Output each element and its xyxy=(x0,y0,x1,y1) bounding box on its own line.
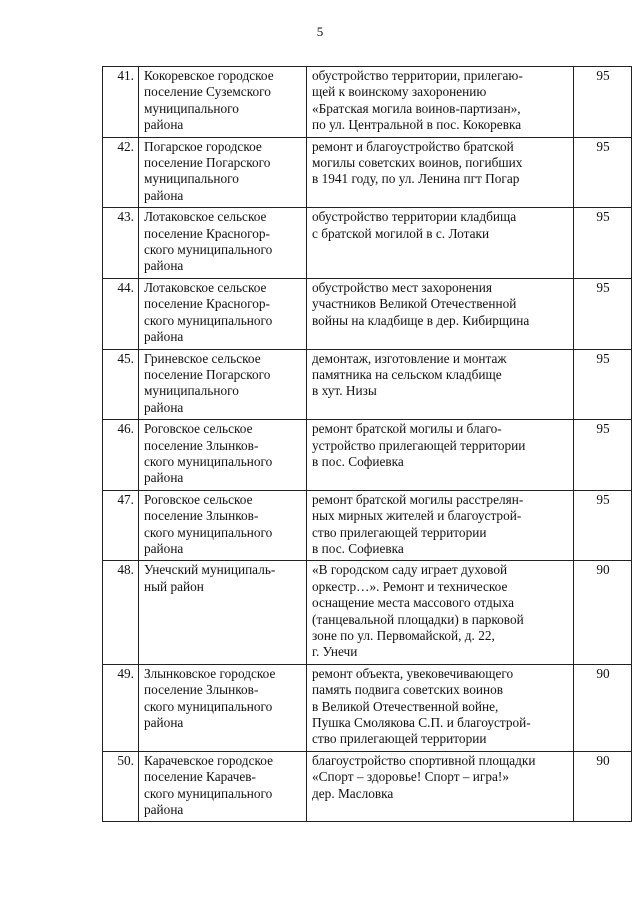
municipality-name-line: Лотаковское сельское xyxy=(144,209,267,225)
project-description-line: «Спорт – здоровье! Спорт – игра!» xyxy=(312,769,509,785)
score-value: 95 xyxy=(574,208,632,279)
municipality-name-line: поселение Красногор- xyxy=(144,296,270,312)
municipality-name-line: района xyxy=(144,470,184,486)
project-description-line: (танцевальной площадки) в парковой xyxy=(312,611,524,627)
project-description-line: г. Унечи xyxy=(312,644,358,660)
project-description-line: в пос. Софиевка xyxy=(312,453,404,469)
municipality-name-line: поселение Погарского xyxy=(144,155,271,171)
project-description-line: ремонт и благоустройство братской xyxy=(312,138,514,154)
table-row xyxy=(103,420,632,491)
page-number: 5 xyxy=(316,24,324,39)
project-description-line: по ул. Центральной в пос. Кокоревка xyxy=(312,117,522,133)
municipality-name-line: муниципального xyxy=(144,171,239,187)
row-number: 44. xyxy=(103,278,139,349)
row-number: 45. xyxy=(103,349,139,420)
project-description-line: с братской могилой в с. Лотаки xyxy=(312,225,490,241)
project-description-line: обустройство территории кладбища xyxy=(312,209,517,225)
project-description-line: обустройство территории, прилегаю- xyxy=(312,68,523,83)
row-number: 49. xyxy=(103,664,139,751)
project-description xyxy=(307,278,574,349)
project-description-line: ство прилегающей территории xyxy=(312,731,487,747)
municipality-name xyxy=(139,67,307,138)
municipality-name xyxy=(139,490,307,561)
table-row xyxy=(103,751,632,822)
municipality-name-line: поселение Злынков- xyxy=(144,508,259,524)
score-value: 95 xyxy=(574,137,632,208)
score-value: 95 xyxy=(574,278,632,349)
project-description-line: «Братская могила воинов-партизан», xyxy=(312,100,521,116)
table-row xyxy=(103,561,632,664)
municipality-name-line: Погарское городское xyxy=(144,138,262,154)
municipality-name xyxy=(139,137,307,208)
project-description-line: Пушка Смолякова С.П. и благоустрой- xyxy=(312,715,531,731)
municipality-name-line: Кокоревское городское xyxy=(144,68,274,83)
municipality-name-line: поселение Погарского xyxy=(144,366,271,382)
municipality-name-line: района xyxy=(144,802,184,818)
municipality-name-line: ный район xyxy=(144,578,204,594)
municipality-name-line: муниципального xyxy=(144,100,239,116)
municipality-name-line: поселение Суземского xyxy=(144,84,271,100)
score-value: 95 xyxy=(574,67,632,138)
project-description xyxy=(307,137,574,208)
municipality-name-line: Роговское сельское xyxy=(144,421,253,437)
municipality-name-line: ского муниципального xyxy=(144,698,273,714)
municipality-name xyxy=(139,420,307,491)
projects-table xyxy=(102,66,632,822)
row-number: 43. xyxy=(103,208,139,279)
row-number: 42. xyxy=(103,137,139,208)
project-description-line: ремонт объекта, увековечивающего xyxy=(312,665,514,681)
table-row xyxy=(103,208,632,279)
table-row xyxy=(103,67,632,138)
project-description-line: в хут. Низы xyxy=(312,383,377,399)
score-value: 95 xyxy=(574,490,632,561)
project-description xyxy=(307,751,574,822)
project-description xyxy=(307,664,574,751)
projects-table-body xyxy=(103,67,632,822)
score-value: 95 xyxy=(574,420,632,491)
project-description xyxy=(307,420,574,491)
project-description-line: участников Великой Отечественной xyxy=(312,296,517,312)
project-description xyxy=(307,349,574,420)
project-description-line: могилы советских воинов, погибших xyxy=(312,155,523,171)
municipality-name-line: Унечский муниципаль- xyxy=(144,562,276,578)
row-number: 50. xyxy=(103,751,139,822)
municipality-name xyxy=(139,349,307,420)
project-description-line: в 1941 году, по ул. Ленина пгт Погар xyxy=(312,171,520,187)
table-row xyxy=(103,664,632,751)
municipality-name xyxy=(139,751,307,822)
project-description xyxy=(307,561,574,664)
project-description-line: ство прилегающей территории xyxy=(312,524,487,540)
project-description-line: устройство прилегающей территории xyxy=(312,437,526,453)
project-description-line: ных мирных жителей и благоустрой- xyxy=(312,508,522,524)
project-description-line: памятника на сельском кладбище xyxy=(312,366,502,382)
row-number: 41. xyxy=(103,67,139,138)
project-description xyxy=(307,67,574,138)
municipality-name-line: Роговское сельское xyxy=(144,491,253,507)
municipality-name-line: ского муниципального xyxy=(144,785,273,801)
project-description-line: войны на кладбище в дер. Кибирщина xyxy=(312,312,530,328)
municipality-name-line: района xyxy=(144,329,184,345)
municipality-name-line: района xyxy=(144,258,184,274)
score-value: 90 xyxy=(574,561,632,664)
municipality-name-line: Гриневское сельское xyxy=(144,350,261,366)
table-row xyxy=(103,349,632,420)
municipality-name xyxy=(139,208,307,279)
municipality-name xyxy=(139,278,307,349)
project-description-line: демонтаж, изготовление и монтаж xyxy=(312,350,507,366)
municipality-name-line: района xyxy=(144,187,184,203)
project-description-line: обустройство мест захоронения xyxy=(312,279,493,295)
project-description-line: оркестр…». Ремонт и техническое xyxy=(312,578,508,594)
score-value: 90 xyxy=(574,664,632,751)
municipality-name-line: района xyxy=(144,117,184,133)
project-description-line: благоустройство спортивной площадки xyxy=(312,752,536,768)
municipality-name-line: ского муниципального xyxy=(144,524,273,540)
municipality-name-line: поселение Карачев- xyxy=(144,769,256,785)
municipality-name-line: муниципального xyxy=(144,383,239,399)
municipality-name-line: ского муниципального xyxy=(144,312,273,328)
project-description-line: в пос. Софиевка xyxy=(312,540,404,556)
score-value: 90 xyxy=(574,751,632,822)
municipality-name-line: поселение Злынков- xyxy=(144,682,259,698)
municipality-name-line: Злынковское городское xyxy=(144,665,276,681)
municipality-name-line: района xyxy=(144,399,184,415)
project-description-line: «В городском саду играет духовой xyxy=(312,562,508,578)
municipality-name-line: Карачевское городское xyxy=(144,752,273,768)
municipality-name-line: района xyxy=(144,715,184,731)
table-row xyxy=(103,137,632,208)
municipality-name-line: района xyxy=(144,540,184,556)
project-description-line: оснащение места массового отдыха xyxy=(312,595,515,611)
municipality-name-line: Лотаковское сельское xyxy=(144,279,267,295)
municipality-name xyxy=(139,561,307,664)
score-value: 95 xyxy=(574,349,632,420)
project-description-line: щей к воинскому захоронению xyxy=(312,84,487,100)
project-description xyxy=(307,490,574,561)
project-description-line: в Великой Отечественной войне, xyxy=(312,698,499,714)
project-description-line: дер. Масловка xyxy=(312,785,394,801)
municipality-name-line: поселение Злынков- xyxy=(144,437,259,453)
table-row xyxy=(103,278,632,349)
municipality-name-line: ского муниципального xyxy=(144,453,273,469)
project-description xyxy=(307,208,574,279)
municipality-name-line: ского муниципального xyxy=(144,242,273,258)
municipality-name-line: поселение Красногор- xyxy=(144,225,270,241)
project-description-line: память подвига советских воинов xyxy=(312,682,504,698)
project-description-line: зоне по ул. Первомайской, д. 22, xyxy=(312,628,495,643)
row-number: 48. xyxy=(103,561,139,664)
municipality-name xyxy=(139,664,307,751)
project-description-line: ремонт братской могилы и благо- xyxy=(312,421,502,437)
project-description-line: ремонт братской могилы расстрелян- xyxy=(312,491,524,507)
row-number: 47. xyxy=(103,490,139,561)
table-row xyxy=(103,490,632,561)
row-number: 46. xyxy=(103,420,139,491)
